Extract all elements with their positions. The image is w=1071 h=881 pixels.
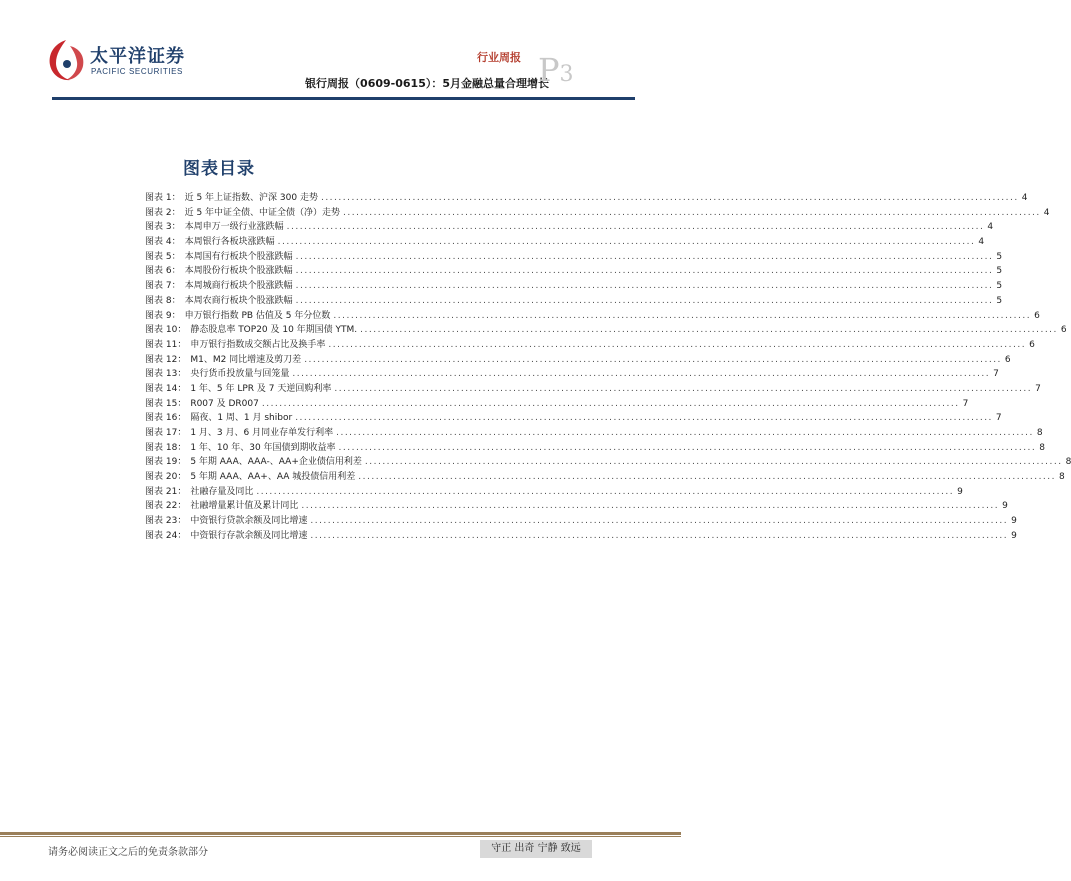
toc-entry-label: 图表 7：	[145, 281, 181, 292]
toc-entry-label: 图表 1：	[145, 193, 181, 203]
toc-entry-label: 图表 24：	[145, 530, 187, 541]
toc-entry-leader: ................................................................................................................................................................	[338, 442, 1037, 453]
toc-entry-text: 本周申万一级行业涨跌幅	[184, 222, 284, 233]
toc-entry-leader: ................................................................................................................................................................	[261, 398, 960, 409]
toc-entry-page: 5	[996, 295, 1003, 306]
toc-entry-leader: ................................................................................................................................................................	[328, 339, 1027, 350]
toc-entry-leader: ................................................................................................................................................................	[310, 530, 1009, 541]
toc-entry-leader: ................................................................................................................................................................	[360, 325, 1058, 336]
toc-entry[interactable]	[145, 235, 985, 250]
toc-entry-label: 图表 22：	[145, 501, 187, 512]
toc-entry-leader: ................................................................................................................................................................	[277, 237, 976, 248]
toc-entry-leader: ................................................................................................................................................................	[295, 295, 994, 306]
toc-entry[interactable]	[145, 397, 969, 412]
toc-entry[interactable]	[145, 220, 994, 235]
toc-entry-page: 6	[1060, 325, 1067, 336]
toc-entry-leader: ................................................................................................................................................................	[336, 428, 1034, 438]
toc-entry-label: 图表 2：	[145, 207, 181, 218]
toc-entry-label: 图表 12：	[145, 354, 187, 365]
toc-entry-leader: ................................................................................................................................................................	[334, 383, 1033, 394]
toc-entry-text: 社融存量及同比	[190, 486, 254, 497]
pacific-securities-logo-icon	[46, 38, 86, 82]
toc-entry-label: 图表 9：	[145, 310, 181, 321]
toc-entry-page: 6	[1029, 339, 1035, 350]
footer-rule-thin	[0, 836, 681, 837]
toc-entry-text: 5 年期 AAA、AA+、AA 城投债信用利差	[190, 472, 356, 483]
toc-entry-leader: ................................................................................................................................................................	[364, 457, 1063, 468]
toc-entry-text: 本周农商行板块个股涨跌幅	[184, 295, 293, 306]
toc-entry-text: 1 年、10 年、30 年国债到期收益率	[190, 442, 336, 453]
toc-entry-page: 8	[1039, 442, 1046, 453]
toc-entry-label: 图表 16：	[145, 413, 187, 424]
toc-entry-page: 8	[1036, 428, 1043, 438]
toc-entry-leader: ................................................................................................................................................................	[292, 369, 991, 380]
toc-entry-leader: ................................................................................................................................................................	[343, 207, 1041, 218]
toc-entry-page: 9	[1011, 516, 1017, 527]
toc-entry-page: 7	[995, 413, 1002, 424]
toc-entry[interactable]	[145, 514, 1017, 529]
toc-entry-page: 8	[1065, 457, 1071, 468]
toc-entry-text: 本周股份行板块个股涨跌幅	[184, 266, 293, 277]
toc-entry[interactable]	[145, 264, 1003, 279]
toc-entry-label: 图表 19：	[145, 457, 187, 468]
toc-entry-leader: ................................................................................................................................................................	[301, 501, 1000, 512]
toc-entry[interactable]	[145, 485, 963, 500]
toc-entry[interactable]	[145, 441, 1046, 456]
toc-entry-label: 图表 21：	[145, 486, 187, 497]
toc-entry-page: 5	[996, 281, 1003, 292]
toc-entry-page: 5	[996, 251, 1003, 262]
toc-entry[interactable]	[145, 338, 1035, 353]
toc-entry[interactable]	[145, 455, 1071, 470]
page-number: 3	[559, 62, 574, 87]
toc-entry[interactable]	[145, 499, 1008, 514]
toc-entry-leader: ................................................................................................................................................................	[295, 251, 994, 262]
toc-entry-page: 4	[1021, 193, 1028, 203]
toc-entry-label: 图表 17：	[145, 428, 187, 438]
brand-name-cn: 太平洋证券	[90, 46, 185, 67]
toc-entry-label: 图表 13：	[145, 369, 187, 380]
toc-entry-label: 图表 11：	[145, 339, 187, 350]
toc-entry-page: 4	[978, 237, 985, 248]
toc-entry[interactable]	[145, 411, 1002, 426]
brand-name-en: PACIFIC SECURITIES	[91, 67, 183, 76]
toc-entry-leader: ................................................................................................................................................................	[333, 310, 1032, 321]
toc-entry[interactable]	[145, 309, 1040, 324]
toc-entry-text: 中资银行存款余额及同比增速	[190, 530, 308, 541]
toc-entry-page: 8	[1059, 472, 1065, 483]
toc-list	[145, 191, 1071, 544]
toc-entry-label: 图表 5：	[145, 251, 181, 262]
toc-entry-page: 4	[1043, 207, 1050, 218]
toc-entry[interactable]	[145, 382, 1041, 397]
page-number-mark	[538, 51, 574, 91]
toc-entry-page: 7	[1035, 383, 1041, 394]
toc-entry-leader: ................................................................................................................................................................	[358, 472, 1057, 483]
toc-entry-page: 7	[962, 398, 969, 409]
toc-entry-text: 静态股息率 TOP20 及 10 年期国债 YTM.	[190, 325, 358, 336]
toc-entry-leader: ................................................................................................................................................................	[295, 266, 994, 277]
toc-entry[interactable]	[145, 279, 1003, 294]
toc-entry-text: 本周国有行板块个股涨跌幅	[184, 251, 293, 262]
toc-entry[interactable]	[145, 426, 1043, 441]
toc-entry-label: 图表 10：	[145, 325, 187, 336]
toc-entry-text: 5 年期 AAA、AAA-、AA+企业债信用利差	[190, 457, 362, 468]
toc-entry-page: 4	[987, 222, 994, 233]
toc-entry-text: 本周银行各板块涨跌幅	[184, 237, 275, 248]
toc-entry-text: 社融增量累计值及累计同比	[190, 501, 299, 512]
toc-entry-text: M1、M2 同比增速及剪刀差	[190, 354, 302, 365]
toc-entry-text: 申万银行指数 PB 估值及 5 年分位数	[184, 310, 331, 321]
toc-entry-label: 图表 4：	[145, 237, 181, 248]
toc-entry[interactable]	[145, 191, 1028, 206]
toc-entry[interactable]	[145, 250, 1003, 265]
toc-entry-text: 隔夜、1 周、1 月 shibor	[190, 413, 293, 424]
toc-entry-label: 图表 6：	[145, 266, 181, 277]
toc-entry-text: 近 5 年上证指数、沪深 300 走势	[184, 193, 318, 203]
footer-motto: 守正 出奇 宁静 致远	[480, 840, 592, 858]
toc-entry-text: R007 及 DR007	[190, 398, 259, 409]
toc-entry-leader: ................................................................................................................................................................	[256, 486, 955, 497]
footer-rule-thick	[0, 832, 681, 835]
toc-entry[interactable]	[145, 470, 1065, 485]
toc-entry[interactable]	[145, 206, 1050, 221]
toc-entry-label: 图表 20：	[145, 472, 187, 483]
toc-entry-label: 图表 3：	[145, 222, 181, 233]
toc-entry-label: 图表 8：	[145, 295, 181, 306]
toc-entry-leader: ................................................................................................................................................................	[320, 193, 1019, 203]
toc-entry-page: 9	[1002, 501, 1008, 512]
toc-entry[interactable]	[145, 529, 1017, 544]
toc-entry-text: 央行货币投放量与回笼量	[190, 369, 290, 380]
toc-entry-page: 6	[1034, 310, 1040, 321]
toc-entry-label: 图表 15：	[145, 398, 187, 409]
toc-entry[interactable]	[145, 323, 1067, 338]
toc-entry-leader: ................................................................................................................................................................	[310, 516, 1009, 527]
toc-entry-page: 7	[993, 369, 999, 380]
toc-entry-label: 图表 14：	[145, 383, 187, 394]
report-title: 银行周报（0609-0615）：5月金融总量合理增长	[305, 77, 549, 90]
toc-entry-page: 5	[996, 266, 1003, 277]
toc-entry-page: 6	[1004, 354, 1011, 365]
header-rule	[52, 97, 635, 100]
toc-entry-text: 申万银行指数成交额占比及换手率	[190, 339, 326, 350]
toc-entry-page: 9	[1011, 530, 1017, 541]
report-type: 行业周报	[477, 51, 521, 64]
toc-entry-page: 9	[957, 486, 963, 497]
toc-entry-text: 1 年、5 年 LPR 及 7 天逆回购利率	[190, 383, 332, 394]
toc-title: 图表目录	[183, 159, 255, 179]
toc-entry-label: 图表 23：	[145, 516, 187, 527]
footer-disclaimer: 请务必阅读正文之后的免责条款部分	[48, 847, 208, 858]
toc-entry-leader: ................................................................................................................................................................	[295, 413, 993, 424]
toc-entry-text: 本周城商行板块个股涨跌幅	[184, 281, 293, 292]
toc-entry-leader: ................................................................................................................................................................	[295, 281, 994, 292]
toc-entry-leader: ................................................................................................................................................................	[304, 354, 1002, 365]
toc-entry[interactable]	[145, 353, 1011, 368]
company-logo	[46, 36, 196, 84]
toc-entry-text: 中资银行贷款余额及同比增速	[190, 516, 308, 527]
toc-entry-label: 图表 18：	[145, 442, 187, 453]
toc-entry-leader: ................................................................................................................................................................	[286, 222, 985, 233]
toc-entry[interactable]	[145, 367, 999, 382]
page-letter: P	[538, 51, 560, 89]
toc-entry-text: 近 5 年中证全债、中证全债（净）走势	[184, 207, 341, 218]
toc-entry-text: 1 月、3 月、6 月同业存单发行利率	[190, 428, 334, 438]
toc-entry[interactable]	[145, 294, 1003, 309]
